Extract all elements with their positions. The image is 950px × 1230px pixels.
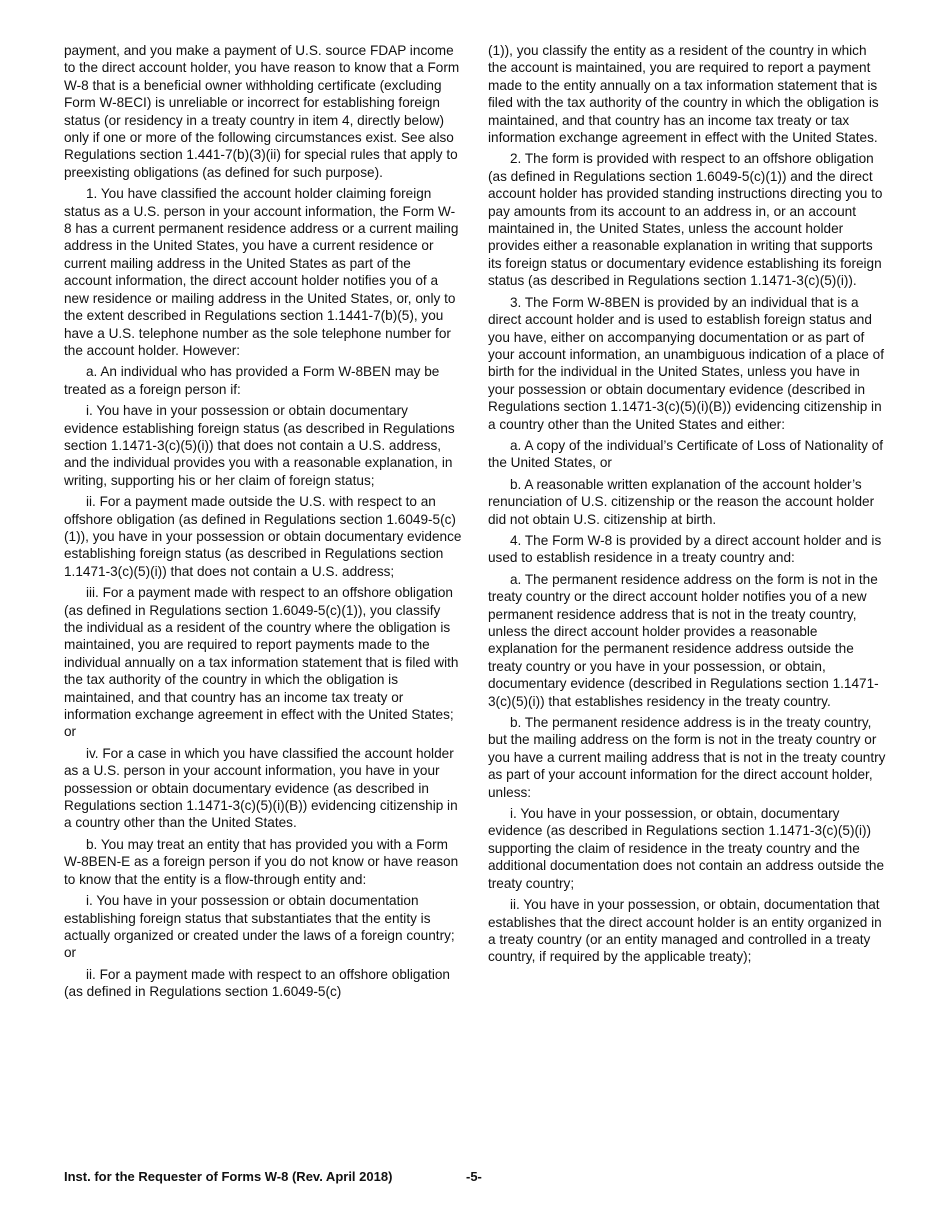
paragraph: ii. For a payment made outside the U.S. with respect to an offshore obligation (as defined in Regulations section 1.6049-5(c)(1)), you have in your possession or obtain documentary evidence establishing foreign status (as described in Regulations section 1.1471-3(c)(5)(i)) that does not contain a U.S. address; <box>64 494 462 579</box>
paragraph: a. The permanent residence address on the form is not in the treaty country or the direct account holder notifies you of a new permanent residence address that is not in the treaty country, unless the direct account holder provides a reasonable explanation for the permanent residence address outside the treaty country or you have in your possession, or obtain, documentary evidence (described in Regulations section 1.1471-3(c)(5)(i)) that establishes residency in the treaty country. <box>488 571 879 709</box>
paragraph: 4. The Form W-8 is provided by a direct account holder and is used to establish residence in a treaty country and: <box>488 532 882 566</box>
paragraph: 1. You have classified the account holder claiming foreign status as a U.S. person in your account information, the Form W-8 has a current permanent residence address or a current mailing address in the United States, you have a current residence or current mailing address in the United States as part of the account information, the direct account holder notifies you of a new residence or mailing address in the United States, or, only to the extent described in Regulations section 1.1441-7(b)(5), you have a U.S. telephone number as the sole telephone number for the account holder. However: <box>64 186 459 358</box>
paragraph: ii. You have in your possession, or obtain, documentation that establishes that the direct account holder is an entity organized in a treaty country (or an entity managed and controlled in a treaty country, if required by the applicable treaty); <box>488 897 882 965</box>
paragraph: iii. For a payment made with respect to an offshore obligation (as defined in Regulations section 1.6049-5(c)(1)), you classify the individual as a resident of the country where the obligation is maintained, you are required to report payments made to the individual annually on a tax information statement that is filed with the tax authority of the country in which the obligation is maintained, and that country has an income tax treaty or information exchange agreement in effect with the United States; or <box>64 585 459 740</box>
left-column <box>64 42 462 1005</box>
page-number: -5- <box>466 1169 482 1184</box>
right-column <box>488 42 886 970</box>
paragraph: 2. The form is provided with respect to an offshore obligation (as defined in Regulations section 1.6049-5(c)(1)) and the direct account holder has provided standing instructions directing you to pay amounts from its account to an address in, or an account maintained in, the United States, unless the account holder provides either a reasonable explanation in writing that supports its foreign status or documentary evidence establishing its foreign status (as described in Regulations section 1.1471-3(c)(5)(i)). <box>488 151 883 289</box>
page-footer <box>64 1168 884 1188</box>
paragraph: i. You have in your possession or obtain documentary evidence establishing foreign status (as described in Regulations section 1.1471-3(c)(5)(i)) that does not contain a U.S. address, and the individual provides you with a reasonable explanation, in writing, supporting his or her claim of foreign status; <box>64 403 455 488</box>
footer-title: Inst. for the Requester of Forms W-8 (Rev. April 2018) <box>64 1169 393 1184</box>
paragraph: a. An individual who has provided a Form W-8BEN may be treated as a foreign person if: <box>64 364 440 397</box>
paragraph: i. You have in your possession, or obtain, documentary evidence (as described in Regulations section 1.1471-3(c)(5)(i)) supporting the claim of residence in the treaty country and the additional documentation does not contain an address outside the treaty country; <box>488 806 885 891</box>
paragraph: b. A reasonable written explanation of the account holder’s renunciation of U.S. citizenship or the reason the account holder did not obtain U.S. citizenship at birth. <box>488 476 875 527</box>
paragraph: iv. For a case in which you have classified the account holder as a U.S. person in your account information, you have in your possession or obtain documentary evidence (as described in Regulations section 1.1471-3(c)(5)(i)(B)) evidencing citizenship in a country other than the United States. <box>64 745 458 831</box>
paragraph: b. The permanent residence address is in the treaty country, but the mailing address on the form is not in the treaty country or you have a current mailing address that is not in the treaty country as part of your account information for the direct account holder, unless: <box>488 715 886 800</box>
paragraph: a. A copy of the individual’s Certificate of Loss of Nationality of the United States, or <box>488 437 884 471</box>
paragraph: payment, and you make a payment of U.S. source FDAP income to the direct account holder, you have reason to know that a Form W-8 that is a beneficial owner withholding certificate (excluding Form W-8ECI) is unreliable or incorrect for establishing foreign status (or residency in a treaty country in item 4, directly below) only if one or more of the following circumstances exist. See also Regulations section 1.441-7(b)(3)(ii) for special rules that apply to preexisting obligations (as defined for such purpose). <box>64 43 460 180</box>
paragraph: 3. The Form W-8BEN is provided by an individual that is a direct account holder and is used to establish foreign status and you have, either on accompanying documentation or as part of your account information, an unambiguous indication of a place of birth for the individual in the United States, unless you have in your possession or obtain documentary evidence (described in Regulations section 1.1471-3(c)(5)(i)(B)) evidencing citizenship in a country other than the United States and either: <box>488 294 884 432</box>
paragraph: i. You have in your possession or obtain documentation establishing foreign status that substantiates that the entity is actually organized or created under the laws of a foreign country; or <box>64 893 455 961</box>
paragraph: b. You may treat an entity that has provided you with a Form W-8BEN-E as a foreign person if you do not know or have reason to know that the entity is a flow-through entity and: <box>64 836 459 887</box>
paragraph: ii. For a payment made with respect to an offshore obligation (as defined in Regulations section 1.6049-5(c) <box>64 966 450 1000</box>
paragraph: (1)), you classify the entity as a resident of the country in which the account is maintained, you are required to report a payment made to the entity annually on a tax information statement that is filed with the tax authority of the country in which the obligation is maintained, and that country has an income tax treaty or tax information exchange agreement in effect with the United States. <box>488 43 879 146</box>
